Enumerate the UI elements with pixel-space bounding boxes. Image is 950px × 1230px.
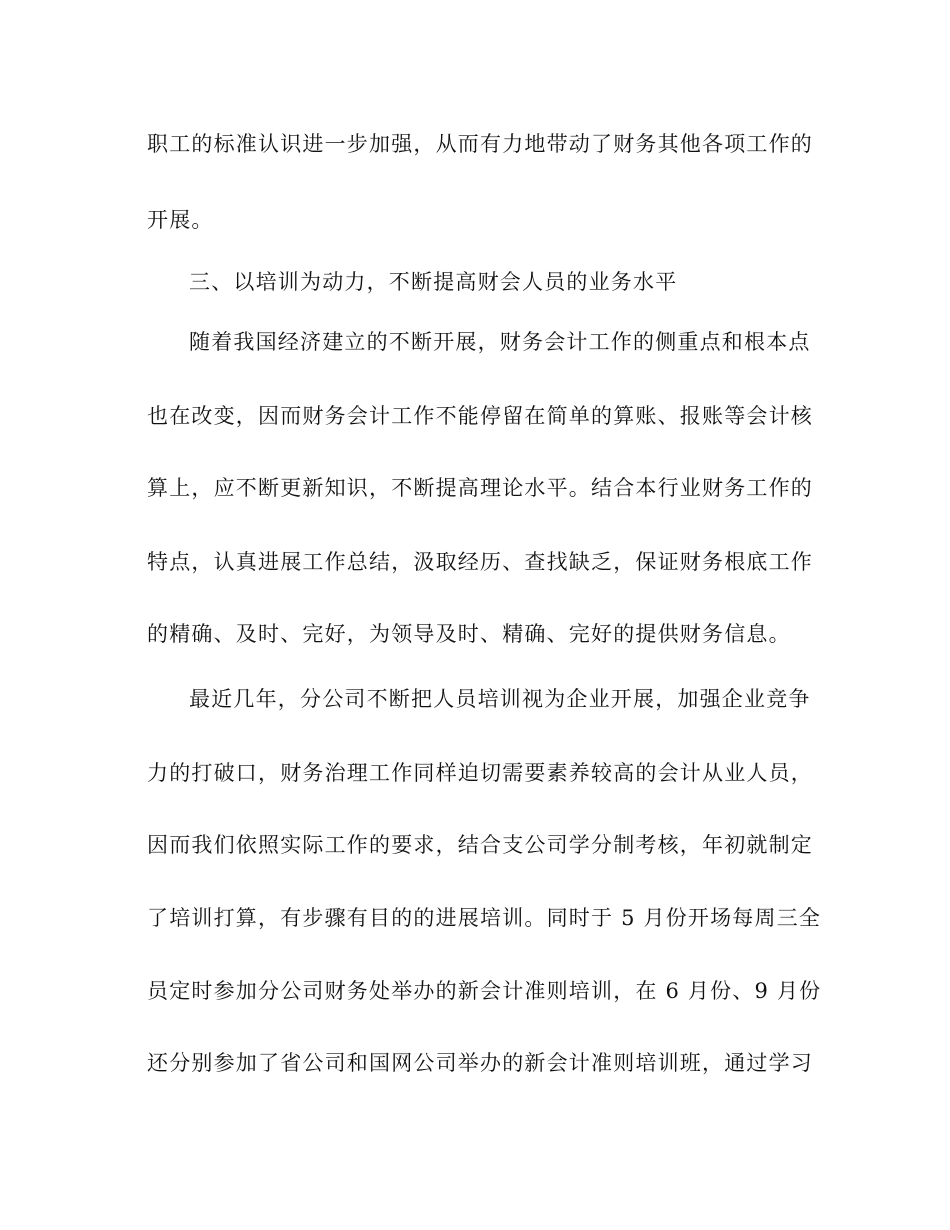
paragraph-line: 员定时参加分公司财务处举办的新会计准则培训，在 6 月份、9 月份: [147, 979, 822, 1003]
paragraph-line: 也在改变，因而财务会计工作不能停留在简单的算账、报账等会计核: [147, 404, 813, 428]
paragraph-line: 力的打破口，财务治理工作同样迫切需要素养较高的会计从业人员，: [147, 761, 813, 785]
paragraph-line: 开展。: [147, 208, 214, 232]
paragraph-line: 还分别参加了省公司和国网公司举办的新会计准则培训班，通过学习: [147, 1051, 813, 1075]
paragraph-line: 特点，认真进展工作总结，汲取经历、查找缺乏，保证财务根底工作: [147, 550, 813, 574]
paragraph-line: 最近几年，分公司不断把人员培训视为企业开展，加强企业竞争: [189, 687, 811, 711]
paragraph-line: 职工的标准认识进一步加强，从而有力地带动了财务其他各项工作的: [147, 132, 813, 156]
paragraph-line: 因而我们依照实际工作的要求，结合支公司学分制考核，年初就制定: [147, 833, 813, 857]
section-heading: 三、以培训为动力，不断提高财会人员的业务水平: [189, 270, 678, 294]
paragraph-line: 的精确、及时、完好，为领导及时、精确、完好的提供财务信息。: [147, 622, 791, 646]
paragraph-line: 了培训打算，有步骤有目的的进展培训。同时于 5 月份开场每周三全: [147, 906, 822, 930]
paragraph-line: 随着我国经济建立的不断开展，财务会计工作的侧重点和根本点: [189, 330, 811, 354]
paragraph-line: 算上，应不断更新知识，不断提高理论水平。结合本行业财务工作的: [147, 476, 813, 500]
